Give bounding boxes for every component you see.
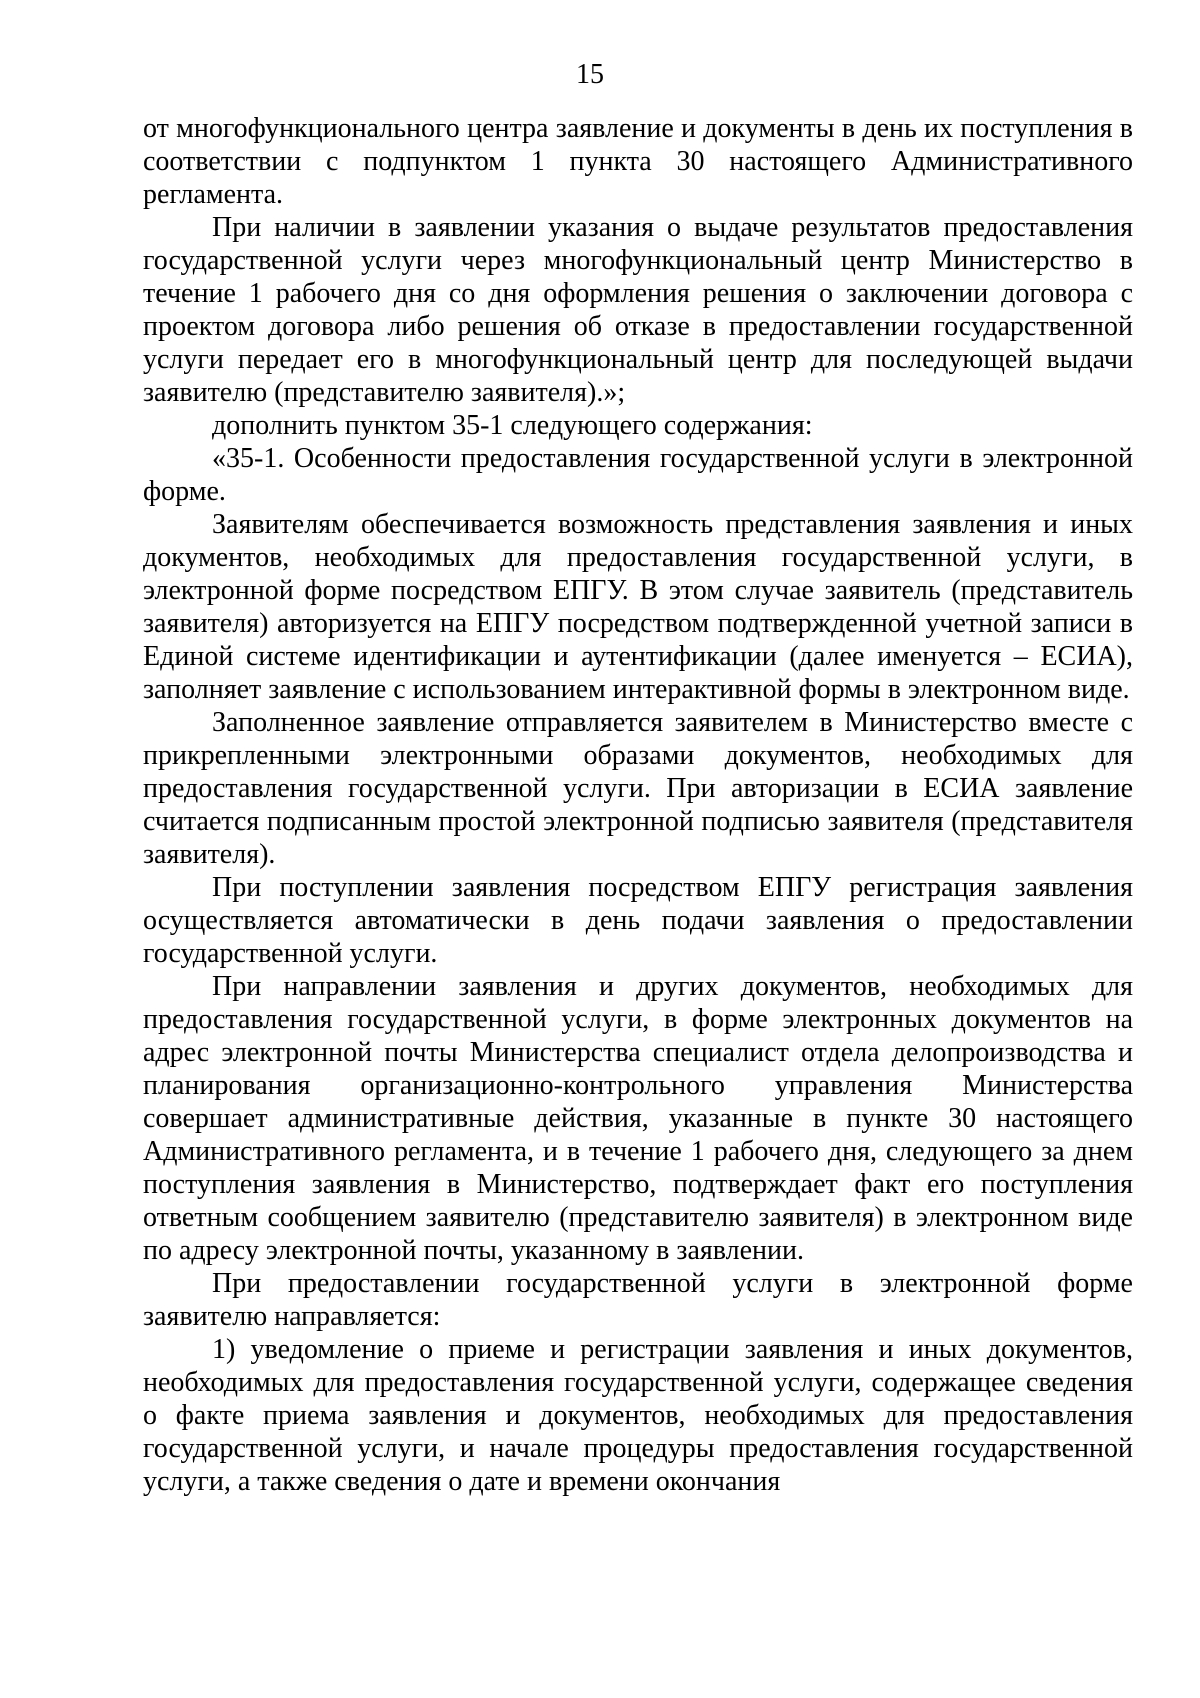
paragraph: дополнить пунктом 35-1 следующего содержания: bbox=[212, 410, 813, 441]
paragraph: Заполненное заявление отправляется заявителем в Министерство вместе с прикрепленными электронными образами документов, необходимых для предоставления государственной услуги. При авторизации в ЕСИА заявление считается подписанным простой электронной подписью заявителя (представителя заявителя). bbox=[143, 707, 1133, 870]
paragraph: При направлении заявления и других документов, необходимых для предоставления государственной услуги, в форме электронных документов на адрес электронной почты Министерства специалист отдела делопроизводства и планирования организационно-контрольного управления Министерства совершает административные действия, указанные в пункте 30 настоящего Административного регламента, и в течение 1 рабочего дня, следующего за днем поступления заявления в Министерство, подтверждает факт его поступления ответным сообщением заявителю (представителю заявителя) в электронном виде по адресу электронной почты, указанному в заявлении. bbox=[143, 971, 1133, 1266]
paragraph: При поступлении заявления посредством ЕПГУ регистрация заявления осуществляется автоматически в день подачи заявления о предоставлении государственной услуги. bbox=[143, 872, 1133, 969]
paragraph-continuation: от многофункционального центра заявление и документы в день их поступления в соответствии с подпунктом 1 пункта 30 настоящего Административного регламента. bbox=[143, 113, 1133, 210]
paragraph: При наличии в заявлении указания о выдаче результатов предоставления государственной услуги через многофункциональный центр Министерство в течение 1 рабочего дня со дня оформления решения о заключении договора с проектом договора либо решения об отказе в предоставлении государственной услуги передает его в многофункциональный центр для последующей выдачи заявителю (представителю заявителя).»; bbox=[143, 212, 1133, 408]
paragraph: Заявителям обеспечивается возможность представления заявления и иных документов, необходимых для предоставления государственной услуги, в электронной форме посредством ЕПГУ. В этом случае заявитель (представитель заявителя) авторизуется на ЕПГУ посредством подтвержденной учетной записи в Единой системе идентификации и аутентификации (далее именуется – ЕСИА), заполняет заявление с использованием интерактивной формы в электронном виде. bbox=[143, 509, 1133, 705]
paragraph-clause-35-1-heading: «35-1. Особенности предоставления государственной услуги в электронной форме. bbox=[143, 443, 1133, 507]
page-number: 15 bbox=[576, 59, 604, 90]
document-body bbox=[143, 112, 1133, 1498]
paragraph-list-item-1: 1) уведомление о приеме и регистрации заявления и иных документов, необходимых для предоставления государственной услуги, содержащее сведения о факте приема заявления и документов, необходимых для предоставления государственной услуги, и начале процедуры предоставления государственной услуги, а также сведения о дате и времени окончания bbox=[143, 1334, 1133, 1497]
paragraph: При предоставлении государственной услуги в электронной форме заявителю направляется: bbox=[143, 1268, 1133, 1332]
